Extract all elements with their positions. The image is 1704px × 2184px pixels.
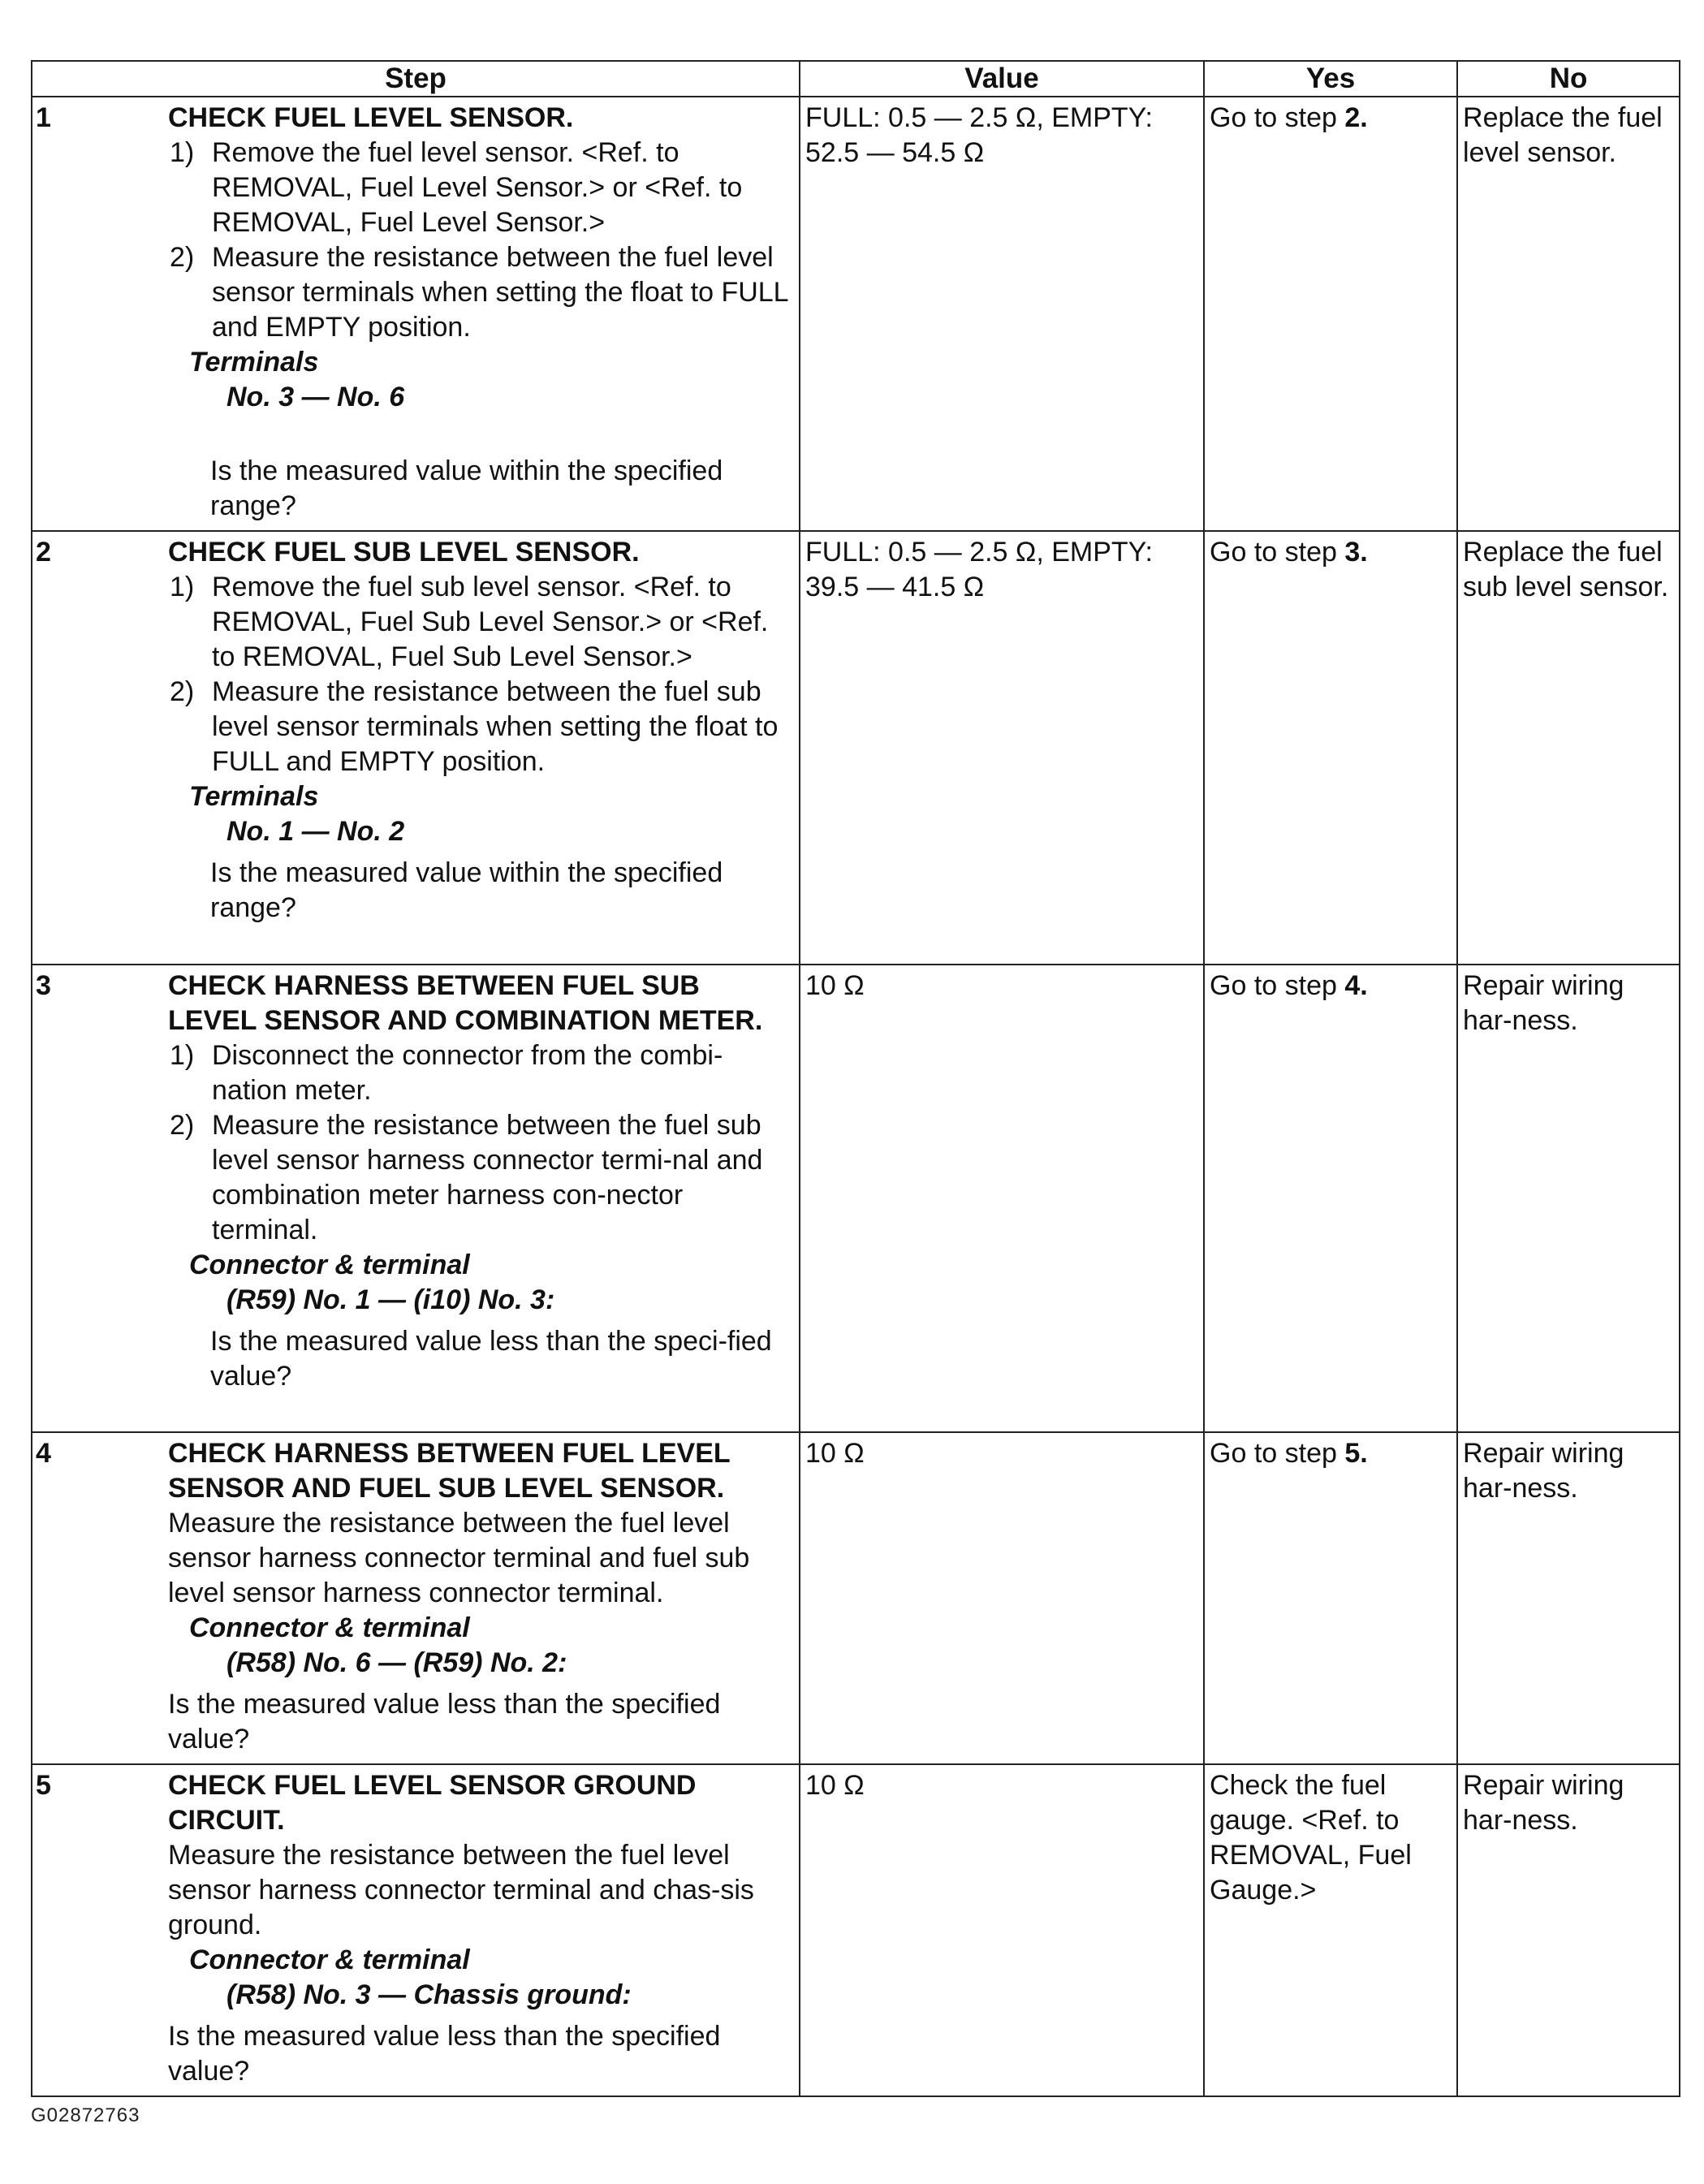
step-question: Is the measured value less than the specified value?	[168, 1689, 721, 1755]
yes-step-ref: 3.	[1344, 537, 1368, 568]
step-yes: Check the fuel gauge. <Ref. to REMOVAL, Fuel Gauge.>	[1204, 1764, 1457, 2096]
step-question: Is the measured value less than the speci-fied value?	[210, 1326, 772, 1392]
step-body: Measure the resistance between the fuel level sensor harness connector terminal and fuel sub level sensor harness connector terminal.	[168, 1508, 750, 1608]
procedure-text: Measure the resistance between the fuel sub level sensor harness connector termi-nal and combination meter harness con-nector terminal.	[212, 1110, 763, 1245]
table-row	[32, 1764, 1680, 2096]
connector-value: (R58) No. 6 — (R59) No. 2:	[226, 1647, 567, 1678]
step-number: 4	[32, 1432, 168, 1764]
step-question: Is the measured value less than the specified value?	[168, 2021, 721, 2087]
terminals-value: No. 3 — No. 6	[226, 382, 405, 412]
procedure-text: Remove the fuel level sensor. <Ref. to REMOVAL, Fuel Level Sensor.> or <Ref. to REMOVAL, Fuel Level Sensor.>	[212, 137, 743, 238]
step-number: 5	[32, 1764, 168, 2096]
step-title: CHECK HARNESS BETWEEN FUEL LEVEL SENSOR AND FUEL SUB LEVEL SENSOR.	[168, 1438, 731, 1504]
procedure-number: 1)	[170, 137, 195, 168]
step-content	[168, 1432, 800, 1764]
step-no: Repair wiring har-ness.	[1457, 965, 1680, 1432]
step-number: 1	[32, 97, 168, 531]
step-question: Is the measured value within the specified range?	[210, 857, 723, 923]
procedure-number: 1)	[170, 572, 195, 602]
step-no: Replace the fuel sub level sensor.	[1457, 531, 1680, 965]
procedure-number: 2)	[170, 242, 195, 273]
step-value: 10 Ω	[800, 1764, 1204, 2096]
procedure-item	[168, 675, 792, 779]
diagnostic-table	[31, 60, 1680, 2097]
step-value: FULL: 0.5 — 2.5 Ω, EMPTY: 39.5 — 41.5 Ω	[800, 531, 1204, 965]
table-row	[32, 965, 1680, 1432]
header-yes: Yes	[1204, 61, 1457, 97]
step-title: CHECK FUEL LEVEL SENSOR.	[168, 102, 574, 133]
terminals-label: Terminals	[189, 347, 319, 378]
procedure-item	[168, 570, 792, 675]
procedure-number: 2)	[170, 1110, 195, 1141]
step-title: CHECK FUEL LEVEL SENSOR GROUND CIRCUIT.	[168, 1770, 697, 1836]
step-question: Is the measured value within the specified range?	[210, 455, 723, 521]
step-value: 10 Ω	[800, 1432, 1204, 1764]
procedure-number: 1)	[170, 1040, 195, 1071]
header-value: Value	[800, 61, 1204, 97]
procedure-item	[168, 1038, 792, 1108]
step-number: 2	[32, 531, 168, 965]
step-body: Measure the resistance between the fuel level sensor harness connector terminal and chas-sis ground.	[168, 1840, 754, 1940]
step-title: CHECK HARNESS BETWEEN FUEL SUB LEVEL SENSOR AND COMBINATION METER.	[168, 970, 763, 1036]
yes-step-ref: 5.	[1344, 1438, 1368, 1469]
table-row	[32, 531, 1680, 965]
header-no: No	[1457, 61, 1680, 97]
step-no: Repair wiring har-ness.	[1457, 1764, 1680, 2096]
table-row	[32, 97, 1680, 531]
step-yes	[1204, 1432, 1457, 1764]
header-row	[32, 61, 1680, 97]
yes-text: Go to step	[1210, 102, 1345, 133]
connector-label: Connector & terminal	[189, 1944, 470, 1975]
step-title: CHECK FUEL SUB LEVEL SENSOR.	[168, 537, 640, 568]
procedure-item	[168, 136, 792, 240]
step-yes	[1204, 965, 1457, 1432]
step-content	[168, 1764, 800, 2096]
terminals-value: No. 1 — No. 2	[226, 816, 405, 847]
connector-label: Connector & terminal	[189, 1250, 470, 1280]
procedure-item	[168, 240, 792, 345]
step-yes	[1204, 97, 1457, 531]
step-no: Replace the fuel level sensor.	[1457, 97, 1680, 531]
step-value: FULL: 0.5 — 2.5 Ω, EMPTY: 52.5 — 54.5 Ω	[800, 97, 1204, 531]
yes-step-ref: 4.	[1344, 970, 1368, 1001]
step-content	[168, 97, 800, 531]
diagnostic-table-sheet	[31, 60, 1679, 2097]
yes-text: Go to step	[1210, 537, 1345, 568]
yes-step-ref: 2.	[1344, 102, 1368, 133]
terminals-label: Terminals	[189, 781, 319, 812]
yes-text: Go to step	[1210, 1438, 1345, 1469]
step-number: 3	[32, 965, 168, 1432]
step-content	[168, 965, 800, 1432]
procedure-text: Measure the resistance between the fuel level sensor terminals when setting the float to FULL and EMPTY position.	[212, 242, 788, 343]
step-no: Repair wiring har-ness.	[1457, 1432, 1680, 1764]
table-row	[32, 1432, 1680, 1764]
yes-text: Go to step	[1210, 970, 1345, 1001]
figure-id: G02872763	[31, 2104, 140, 2126]
procedure-item	[168, 1108, 792, 1248]
step-yes	[1204, 531, 1457, 965]
procedure-text: Disconnect the connector from the combi-nation meter.	[212, 1040, 723, 1106]
header-step: Step	[32, 61, 800, 97]
procedure-text: Remove the fuel sub level sensor. <Ref. to REMOVAL, Fuel Sub Level Sensor.> or <Ref. to REMOVAL, Fuel Sub Level Sensor.>	[212, 572, 769, 672]
connector-label: Connector & terminal	[189, 1612, 470, 1643]
step-value: 10 Ω	[800, 965, 1204, 1432]
connector-value: (R59) No. 1 — (i10) No. 3:	[226, 1284, 555, 1315]
procedure-text: Measure the resistance between the fuel sub level sensor terminals when setting the float to FULL and EMPTY position.	[212, 676, 779, 777]
procedure-number: 2)	[170, 676, 195, 707]
connector-value: (R58) No. 3 — Chassis ground:	[226, 1979, 632, 2010]
step-content	[168, 531, 800, 965]
